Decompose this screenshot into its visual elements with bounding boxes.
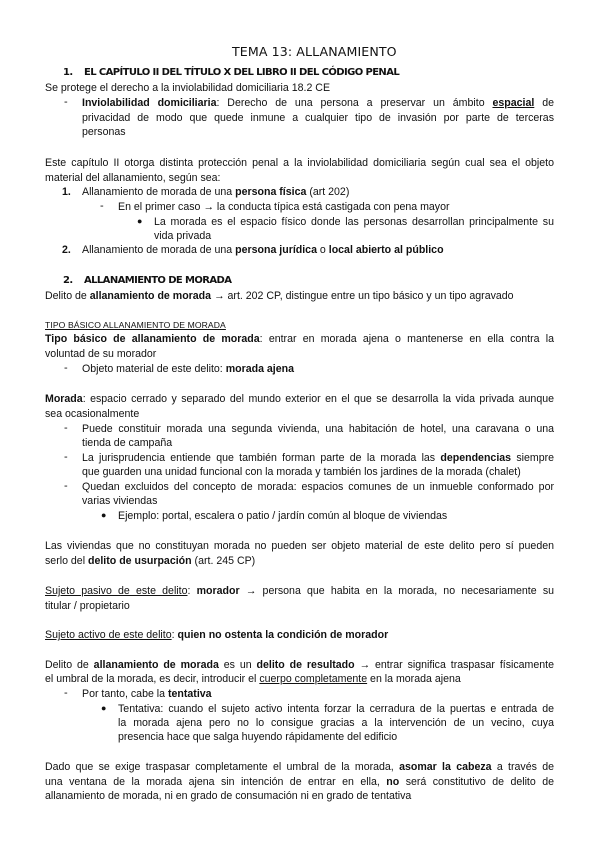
- delito-resultado-line-2: [45, 673, 461, 686]
- morada-item-1-line-2: tienda de campaña: [82, 437, 173, 449]
- morada-item-2-line-2: que guarden una unidad funcional con la morada y también los jardines de la morada (chalet): [82, 466, 521, 478]
- tentativa-example-line-1: Tentativa: cuando el sujeto activo intenta forzar la cerradura de la puertas e entrada de: [118, 703, 554, 715]
- sujeto-activo-colon: :: [171, 629, 178, 641]
- definition-text-end: de: [534, 97, 554, 109]
- dash-bullet: -: [64, 480, 68, 492]
- dr-line2-underline: cuerpo completamente: [259, 673, 368, 685]
- final-line-3: allanamiento de morada, ni en grado de consumación ni en grado de tentativa: [45, 790, 412, 802]
- list-item-2-connector: o: [316, 244, 329, 256]
- dash-bullet: -: [64, 687, 68, 699]
- sujeto-pasivo-bold: morador: [196, 585, 240, 597]
- final-text-3: una ventana de la morada ajena sin intención de entrar en ella,: [45, 776, 387, 788]
- list-item-2-number: 2.: [62, 244, 71, 256]
- subsection-heading: TIPO BÁSICO ALLANAMIENTO DE MORADA: [45, 320, 226, 330]
- list-item-1-sub: En el primer caso → la conducta típica está castigada con pena mayor: [118, 201, 450, 213]
- morada-item-2-end: siempre: [511, 452, 555, 464]
- intro-bold: allanamiento de morada: [89, 290, 212, 302]
- dr-text-2: es un: [218, 659, 257, 671]
- list-item-2: [82, 244, 444, 257]
- tentativa-example-line-2: la morada ajena pero no lo consigue gracias a la intervención de un vecino, cuya: [118, 717, 554, 729]
- final-text-4: será constitutivo de delito de: [399, 776, 555, 788]
- morada-item-1-line-1: Puede constituir morada una segunda vivienda, una habitación de hotel, una caravana o una: [82, 423, 554, 435]
- morada-item-2-line-1: [82, 452, 554, 465]
- delito-resultado-line-1: [45, 659, 554, 672]
- list-item-1-subsub-line-2: vida privada: [154, 230, 212, 242]
- sujeto-activo-bold: quien no ostenta la condición de morador: [177, 629, 389, 641]
- tentativa-text: Por tanto, cabe la: [82, 688, 168, 700]
- morada-text: : espacio cerrado y separado del mundo exterior en el que se desarrolla la vida privada aunque: [82, 393, 554, 405]
- viviendas-line-1: Las viviendas que no constituyan morada no pueden ser objeto material de este delito pero sí pueden: [45, 540, 554, 552]
- section-2-number: 2.: [63, 275, 73, 286]
- list-item-1-bold: persona física: [235, 186, 307, 198]
- morada-term: Morada: [45, 393, 83, 405]
- section-1-number: 1.: [63, 67, 73, 78]
- sujeto-pasivo-label: Sujeto pasivo de este delito: [45, 585, 188, 597]
- sujeto-activo-label: Sujeto activo de este delito: [45, 629, 172, 641]
- dr-line2-end: en la morada ajena: [367, 673, 461, 685]
- sujeto-activo: [45, 629, 388, 642]
- tipo-basico-text: : entrar en morada ajena o mantenerse en ella contra la: [259, 333, 554, 345]
- morada-item-3-example: Ejemplo: portal, escalera o patio / jardín común al bloque de viviendas: [118, 510, 448, 522]
- viviendas-line-2: [45, 555, 255, 568]
- morada-line-2: sea ocasionalmente: [45, 408, 140, 420]
- sujeto-pasivo-colon: :: [187, 585, 197, 597]
- sujeto-pasivo-line-1: [45, 585, 554, 598]
- final-text-1: Dado que se exige traspasar completamente el umbral de la morada,: [45, 761, 400, 773]
- final-bold-1: asomar la cabeza: [399, 761, 492, 773]
- final-line-2: [45, 776, 554, 789]
- morada-item-2-text: La jurisprudencia entiende que también forman parte de la morada las: [82, 452, 441, 464]
- tipo-basico-term: Tipo básico de allanamiento de morada: [45, 333, 260, 345]
- list-item-2-text: Allanamiento de morada de una: [82, 244, 236, 256]
- dash-bullet: -: [100, 200, 104, 212]
- definition-line-2: privacidad de modo que quede inmune a cualquier tipo de invasión por parte de terceras: [82, 112, 554, 124]
- list-item-2-bold-2: local abierto al público: [328, 244, 444, 256]
- final-text-2: a través de: [491, 761, 555, 773]
- list-item-2-bold-1: persona jurídica: [235, 244, 317, 256]
- definition-term: Inviolabilidad domiciliaria: [82, 97, 217, 109]
- list-item-1-number: 1.: [62, 186, 71, 198]
- viviendas-bold: delito de usurpación: [88, 555, 192, 567]
- tentativa: [82, 688, 212, 701]
- definition-line-3: personas: [82, 126, 126, 138]
- section-1-heading: EL CAPÍTULO II DEL TÍTULO X DEL LIBRO II DEL CÓDIGO PENAL: [84, 67, 400, 78]
- tentativa-example-line-3: presencia hace que salga huyendo rápidamente del edificio: [118, 731, 398, 743]
- definition-text: : Derecho de una persona a preservar un ámbito: [216, 97, 493, 109]
- definition-emphasis: espacial: [492, 97, 535, 109]
- dash-bullet: -: [64, 451, 68, 463]
- dr-text-3: → entrar significa traspasar físicamente: [354, 659, 554, 671]
- dr-text-1: Delito de: [45, 659, 94, 671]
- paragraph-chapter-line-1: Este capítulo II otorga distinta protección penal a la inviolabilidad domiciliaria según cual sea el objeto: [45, 157, 554, 169]
- morada-item-3-line-2: varias viviendas: [82, 495, 158, 507]
- dot-bullet: ●: [137, 216, 143, 226]
- morada-item-2-bold: dependencias: [440, 452, 512, 464]
- definition-line-1: [82, 97, 554, 110]
- dr-bold-2: delito de resultado: [256, 659, 355, 671]
- list-item-1-subsub-line-1: La morada es el espacio físico donde las personas desarrollan principalmente su: [154, 216, 554, 228]
- list-item-1: [82, 186, 349, 199]
- document-title: TEMA 13: ALLANAMIENTO: [232, 44, 397, 59]
- dot-bullet: ●: [101, 510, 107, 520]
- morada-line-1: [45, 393, 554, 406]
- morada-item-3-line-1: Quedan excluidos del concepto de morada: espacios comunes de un inmueble conformado por: [82, 481, 554, 493]
- tipo-basico-line-1: [45, 333, 554, 346]
- objeto-bold: morada ajena: [225, 363, 294, 375]
- tentativa-bold: tentativa: [167, 688, 212, 700]
- objeto-text: Objeto material de este delito:: [82, 363, 226, 375]
- viviendas-ref: (art. 245 CP): [191, 555, 256, 567]
- intro-text: Delito de: [45, 290, 90, 302]
- intro-rest: → art. 202 CP, distingue entre un tipo básico y un tipo agravado: [211, 290, 514, 302]
- objeto-material: [82, 363, 294, 376]
- list-item-1-text: Allanamiento de morada de una: [82, 186, 236, 198]
- viviendas-text: serlo del: [45, 555, 88, 567]
- dash-bullet: -: [64, 96, 68, 108]
- dr-line2-text: el umbral de la morada, es decir, introducir el: [45, 673, 260, 685]
- tipo-basico-line-2: voluntad de su morador: [45, 348, 157, 360]
- section-2-intro: [45, 290, 514, 303]
- section-2-heading: ALLANAMIENTO DE MORADA: [84, 275, 232, 286]
- dr-bold-1: allanamiento de morada: [93, 659, 219, 671]
- dash-bullet: -: [64, 362, 68, 374]
- dash-bullet: -: [64, 422, 68, 434]
- final-line-1: [45, 761, 554, 774]
- paragraph-chapter-line-2: material del allanamiento, según sea:: [45, 172, 221, 184]
- sujeto-pasivo-text: → persona que habita en la morada, no necesariamente su: [239, 585, 555, 597]
- list-item-1-ref: (art 202): [306, 186, 350, 198]
- sujeto-pasivo-line-2: titular / propietario: [45, 600, 130, 612]
- final-bold-2: no: [386, 776, 400, 788]
- dot-bullet: ●: [101, 703, 107, 713]
- section-1-intro: Se protege el derecho a la inviolabilidad domiciliaria 18.2 CE: [45, 82, 331, 94]
